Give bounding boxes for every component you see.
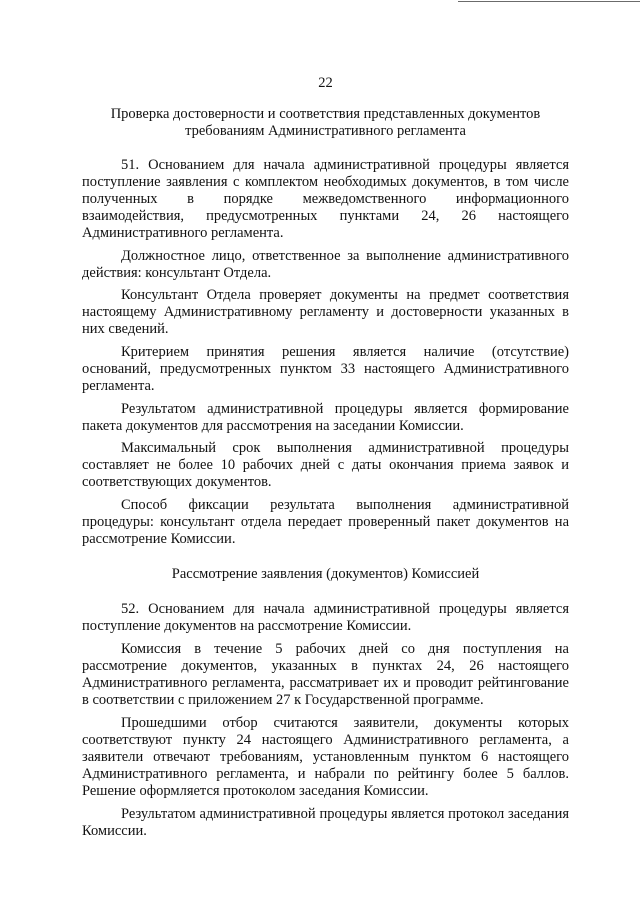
paragraph-52-basis: 52. Основанием для начала административной процедуры является поступление документов на рассмотрение Комиссии.: [82, 601, 569, 634]
paragraph-decision-criterion: Критерием принятия решения является наличие (отсутствие) оснований, предусмотренных пунктом 33 настоящего Административного регламента.: [82, 344, 569, 394]
paragraph-commission-term: Комиссия в течение 5 рабочих дней со дня поступления на рассмотрение документов, указанных в пунктах 24, 26 настоящего Административного регламента, рассматривает их и проводит рейтингование в соответствии с приложением 27 к Государственной программе.: [82, 641, 569, 708]
paragraph-consultant-check: Консультант Отдела проверяет документы на предмет соответствия настоящему Административному регламенту и достоверности указанных в них сведений.: [82, 287, 569, 337]
paragraph-51-basis: 51. Основанием для начала административной процедуры является поступление заявления с комплектом необходимых документов, в том числе полученных в порядке межведомственного информационного взаимодействия, предусмотренных пунктами 24, 26 настоящего Административного регламента.: [82, 157, 569, 241]
paragraph-commission-result: Результатом административной процедуры является протокол заседания Комиссии.: [82, 806, 569, 839]
paragraph-responsible-official: Должностное лицо, ответственное за выполнение административного действия: консультант Отдела.: [82, 248, 569, 281]
paragraph-fixation-method: Способ фиксации результата выполнения административной процедуры: консультант отдела передает проверенный пакет документов на рассмотрение Комиссии.: [82, 497, 569, 547]
document-page: [82, 74, 569, 846]
paragraph-selection-passed: Прошедшими отбор считаются заявители, документы которых соответствуют пункту 24 настоящего Административного регламента, а заявители отвечают требованиям, установленным пунктом 6 настоящего Административного регламента, и набрали по рейтингу более 5 баллов. Решение оформляется протоколом заседания Комиссии.: [82, 715, 569, 799]
section-heading-line-2: требованиям Административного регламента: [185, 123, 466, 139]
top-edge-rule: [458, 1, 640, 2]
paragraph-maximum-term: Максимальный срок выполнения административной процедуры составляет не более 10 рабочих дней с даты окончания приема заявок и соответствующих документов.: [82, 440, 569, 490]
paragraph-procedure-result: Результатом административной процедуры является формирование пакета документов для рассмотрения на заседании Комиссии.: [82, 401, 569, 434]
section-heading-line-1: Проверка достоверности и соответствия представленных документов: [110, 106, 541, 122]
page-number: 22: [318, 75, 333, 91]
section-heading-verification: [82, 106, 569, 140]
section-heading-commission-review: Рассмотрение заявления (документов) Комиссией: [171, 566, 480, 582]
